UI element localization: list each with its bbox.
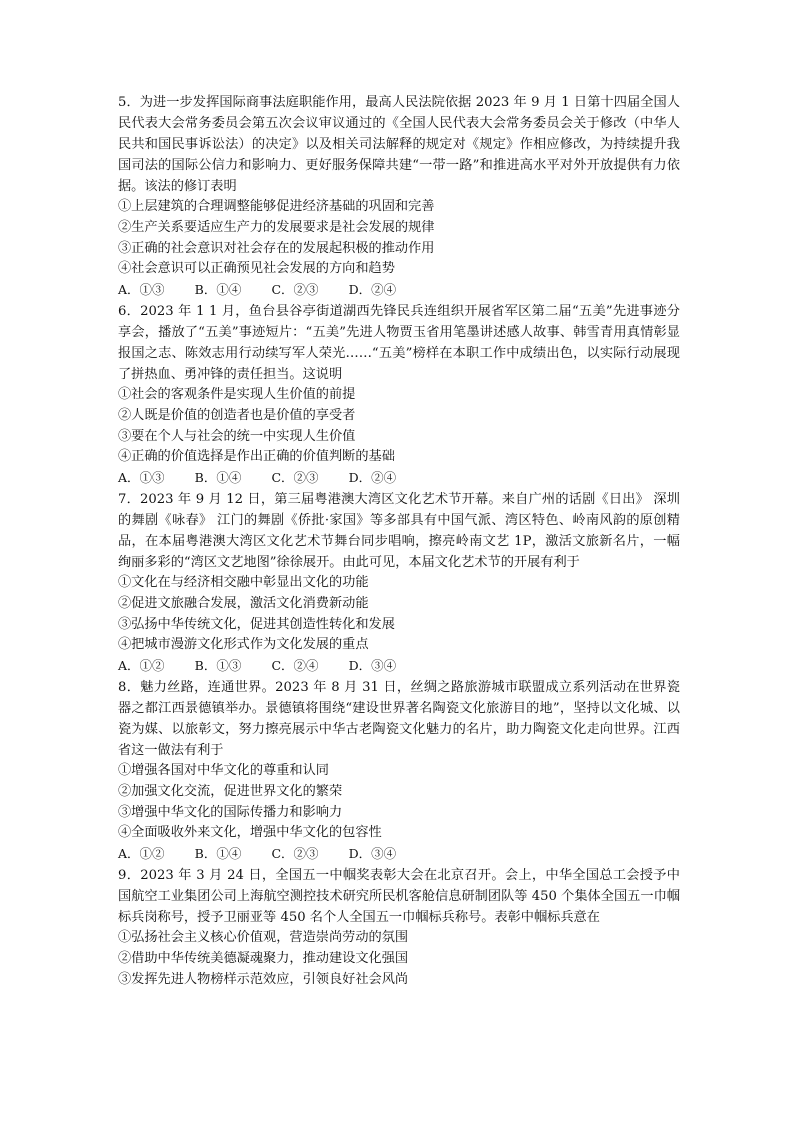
choice-c: C．②③ <box>271 470 319 486</box>
option-item: ④把城市漫游文化形式作为文化发展的重点 <box>118 637 369 653</box>
choice-d: D．②④ <box>348 470 397 486</box>
choice-a: A．①③ <box>118 282 165 298</box>
question-5 <box>118 92 680 301</box>
option-item: ③弘扬中华传统文化，促进其创造性转化和发展 <box>118 616 395 632</box>
choice-c: C．②③ <box>271 846 319 862</box>
question-stem: 7．2023 年 9 月 12 日，第三届粤港澳大湾区文化艺术节开幕。来自广州的话剧《日出》 深圳的舞剧《咏春》 江门的舞剧《侨批·家国》等多部具有中国气派、湾区特色、岭南风韵的原创精品，在本届粤港澳大湾区文化艺术节舞台同步唱响，擦亮岭南文艺 1P，激活文旅新名片，一幅绚丽多彩的“湾区文艺地图”徐徐展开。由此可见，本届文化艺术节的开展有利于 <box>118 491 680 570</box>
option-item: ②人既是价值的创造者也是价值的享受者 <box>118 407 356 423</box>
option-item: ②生产关系要适应生产力的发展要求是社会发展的规律 <box>118 219 435 235</box>
option-item: ①社会的客观条件是实现人生价值的前提 <box>118 386 356 402</box>
question-8 <box>118 677 680 865</box>
choice-d: D．③④ <box>348 658 397 674</box>
choice-b: B．①④ <box>194 846 242 862</box>
choice-b: B．①④ <box>194 282 242 298</box>
option-item: ①弘扬社会主义核心价值观，营造崇尚劳动的氛围 <box>118 929 409 945</box>
answer-choices <box>118 844 680 865</box>
option-item: ②加强文化交流，促进世界文化的繁荣 <box>118 783 343 799</box>
option-item: ④社会意识可以正确预见社会发展的方向和趋势 <box>118 261 395 277</box>
option-item: ③增强中华文化的国际传播力和影响力 <box>118 804 343 820</box>
question-stem: 9．2023 年 3 月 24 日，全国五一中帼奖表彰大会在北京召开。会上，中华全国总工会授予中国航空工业集团公司上海航空测控技术研究所民机客舱信息研制团队等 450 个集体全国五一巾帼标兵岗称号，授予卫丽亚等 450 名个人全国五一巾帼标兵称号。表彰中帼标兵意在 <box>118 867 680 925</box>
choice-c: C．②③ <box>271 282 319 298</box>
option-item: ③要在个人与社会的统一中实现人生价值 <box>118 428 356 444</box>
choice-c: C．②④ <box>271 658 319 674</box>
option-item: ③正确的社会意识对社会存在的发展起积极的推动作用 <box>118 240 435 256</box>
question-stem: 5．为进一步发挥国际商事法庭职能作用，最高人民法院依据 2023 年 9 月 1 日第十四届全国人民代表大会常务委员会第五次会议审议通过的《全国人民代表大会常务委员会关于修改（中华人民共和国民事诉讼法）的决定》以及相关司法解释的规定对《规定》作相应修改，为持续提升我国司法的国际公信力和影响力、更好服务保障共建“一带一路”和推进高水平对外开放提供有力依据。该法的修订表明 <box>118 95 680 194</box>
option-item: ④全面吸收外来文化，增强中华文化的包容性 <box>118 825 382 841</box>
question-9 <box>118 865 680 990</box>
choice-a: A．①② <box>118 846 165 862</box>
choice-a: A．①② <box>118 658 165 674</box>
question-stem: 6．2023 年 1 1 月，鱼台县谷亭街道湖西先锋民兵连组织开展省军区第二届“五美”先进事迹分享会，播放了“五美”事迹短片：“五美”先进人物贾玉省用笔墨讲述感人故事、韩雪青用真情彰显报国之志、陈效志用行动续写军人荣光……“五美”榜样在本职工作中成绩出色，以实际行动展现了拼热血、勇冲锋的责任担当。这说明 <box>118 303 680 382</box>
option-item: ③发挥先进人物榜样示范效应，引领良好社会风尚 <box>118 971 409 987</box>
option-item: ①上层建筑的合理调整能够促进经济基础的巩固和完善 <box>118 199 435 214</box>
choice-a: A．①③ <box>118 470 165 486</box>
option-item: ②借助中华传统美德凝魂聚力，推动建设文化强国 <box>118 950 409 966</box>
answer-choices <box>118 280 680 301</box>
option-item: ①增强各国对中华文化的尊重和认同 <box>118 762 329 778</box>
choice-b: B．①④ <box>194 470 242 486</box>
choice-d: D．③④ <box>348 846 397 862</box>
question-7 <box>118 489 680 677</box>
question-6 <box>118 301 680 489</box>
option-item: ①文化在与经济相交融中彰显出文化的功能 <box>118 574 369 590</box>
choice-d: D．②④ <box>348 282 397 298</box>
answer-choices <box>118 468 680 489</box>
option-item: ④正确的价值选择是作出正确的价值判断的基础 <box>118 449 395 465</box>
answer-choices <box>118 656 680 677</box>
option-item: ②促进文旅融合发展，激活文化消费新动能 <box>118 595 369 611</box>
choice-b: B．①③ <box>194 658 242 674</box>
exam-page <box>118 92 680 990</box>
question-stem: 8．魅力丝路，连通世界。2023 年 8 月 31 日，丝绸之路旅游城市联盟成立系列活动在世界瓷器之都江西景德镇举办。景德镇将围绕“建设世界著名陶瓷文化旅游目的地”，坚持以文化城、以瓷为媒、以旅彰文，努力擦亮展示中华古老陶瓷文化魅力的名片，助力陶瓷文化走向世界。江西省这一做法有利于 <box>118 679 680 758</box>
